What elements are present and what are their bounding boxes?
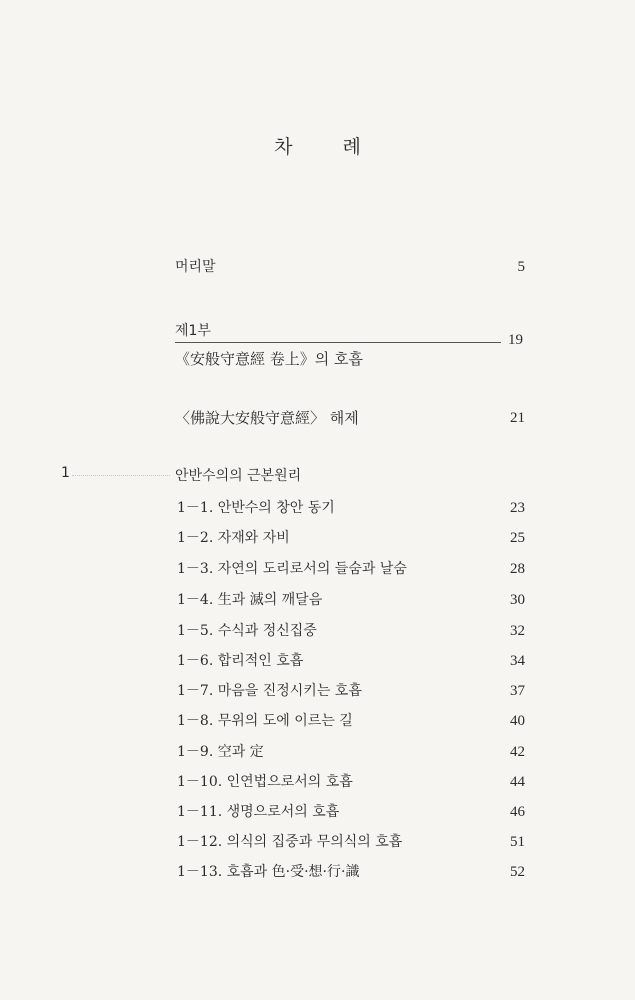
part-title[interactable]: 《安般守意經 卷上》의 호흡 [175,350,364,368]
section-page: 23 [510,500,525,516]
section-label: 1－6. 합리적인 호흡 [177,653,304,669]
section-page: 52 [510,864,525,880]
page-title: 차 례 [274,136,383,158]
section-page: 44 [510,774,525,790]
section-page: 28 [510,561,525,577]
section-label: 1－11. 생명으로서의 호흡 [177,804,340,820]
chapter-leader-dots [72,475,170,476]
part-page: 19 [508,332,523,348]
section-page: 51 [510,834,525,850]
section-page: 30 [510,592,525,608]
section-page: 42 [510,744,525,760]
toc-entry-label: 〈佛說大安般守意經〉 해제 [175,409,359,427]
section-label: 1－3. 자연의 도리로서의 들숨과 날숨 [177,561,407,577]
chapter-number: 1 [61,465,70,481]
section-label: 1－8. 무위의 도에 이르는 길 [177,713,353,729]
section-label: 1－12. 의식의 집중과 무의식의 호흡 [177,834,403,850]
section-page: 40 [510,713,525,729]
toc-entry-page: 21 [510,410,525,426]
section-page: 34 [510,653,525,669]
toc-entry-page: 5 [517,259,525,275]
section-label: 1－10. 인연법으로서의 호흡 [177,774,353,790]
section-label: 1－4. 生과 滅의 깨달음 [177,592,323,608]
section-page: 46 [510,804,525,820]
section-page: 25 [510,530,525,546]
section-label: 1－2. 자재와 자비 [177,530,290,546]
section-label: 1－9. 空과 定 [177,744,264,760]
part-divider [175,342,501,343]
section-label: 1－1. 안반수의 창안 동기 [177,500,335,516]
toc-entry-label: 머리말 [175,259,216,275]
section-label: 1－5. 수식과 정신집중 [177,623,317,639]
section-label: 1－7. 마음을 진정시키는 호흡 [177,683,362,699]
section-page: 37 [510,683,525,699]
section-page: 32 [510,623,525,639]
section-label: 1－13. 호흡과 色·受·想·行·識 [177,864,360,880]
part-label: 제1부 [175,323,211,339]
chapter-title[interactable]: 안반수의의 근본원리 [175,468,302,484]
